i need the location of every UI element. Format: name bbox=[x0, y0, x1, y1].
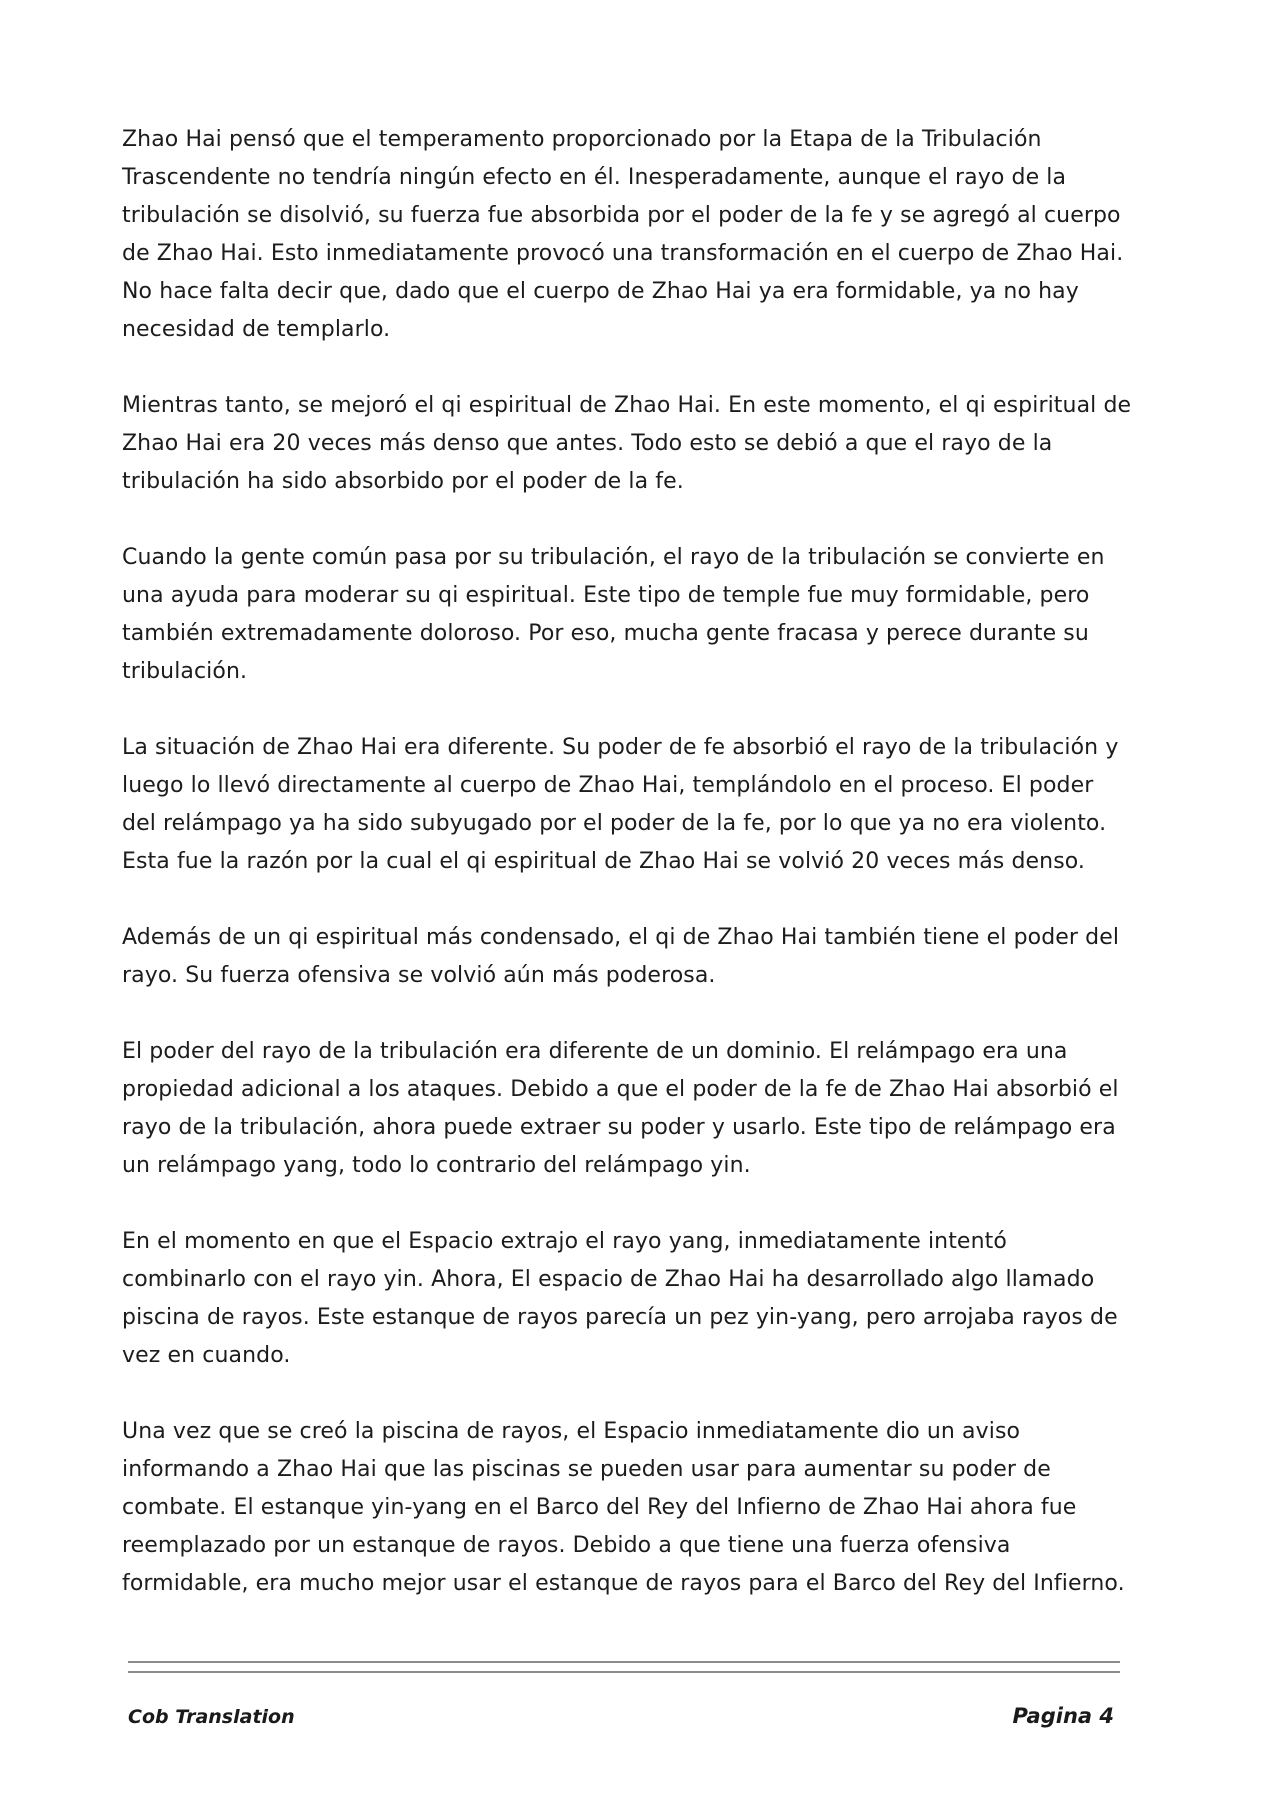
footer-divider-bottom bbox=[128, 1671, 1120, 1673]
document-body bbox=[122, 121, 1132, 1641]
footer-source-label: Cob Translation bbox=[128, 1706, 295, 1728]
paragraph-3: Cuando la gente común pasa por su tribulación, el rayo de la tribulación se convierte en una ayuda para moderar su qi espiritual. Este tipo de temple fue muy formidable, pero también extremadamente doloroso. Por eso, mucha gente fracasa y perece durante su tribulación. bbox=[122, 545, 1105, 684]
paragraph-5: Además de un qi espiritual más condensado, el qi de Zhao Hai también tiene el poder del rayo. Su fuerza ofensiva se volvió aún más poderosa. bbox=[122, 925, 1120, 988]
paragraph-8: Una vez que se creó la piscina de rayos, el Espacio inmediatamente dio un aviso informando a Zhao Hai que las piscinas se pueden usar para aumentar su poder de combate. El estanque yin-yang en el Barco del Rey del Infierno de Zhao Hai ahora fue reemplazado por un estanque de rayos. Debido a que tiene una fuerza ofensiva formidable, era mucho mejor usar el estanque de rayos para el Barco del Rey del Infierno. bbox=[122, 1419, 1125, 1596]
paragraph-7: En el momento en que el Espacio extrajo el rayo yang, inmediatamente intentó combinarlo con el rayo yin. Ahora, El espacio de Zhao Hai ha desarrollado algo llamado piscina de rayos. Este estanque de rayos parecía un pez yin-yang, pero arrojaba rayos de vez en cuando. bbox=[122, 1229, 1118, 1368]
paragraph-6: El poder del rayo de la tribulación era diferente de un dominio. El relámpago era una propiedad adicional a los ataques. Debido a que el poder de la fe de Zhao Hai absorbió el rayo de la tribulación, ahora puede extraer su poder y usarlo. Este tipo de relámpago era un relámpago yang, todo lo contrario del relámpago yin. bbox=[122, 1039, 1119, 1178]
footer-divider-top bbox=[128, 1661, 1120, 1663]
paragraph-4: La situación de Zhao Hai era diferente. Su poder de fe absorbió el rayo de la tribulación y luego lo llevó directamente al cuerpo de Zhao Hai, templándolo en el proceso. El poder del relámpago ya ha sido subyugado por el poder de la fe, por lo que ya no era violento. Esta fue la razón por la cual el qi espiritual de Zhao Hai se volvió 20 veces más denso. bbox=[122, 735, 1119, 874]
footer-page-number: Pagina 4 bbox=[1012, 1704, 1114, 1728]
paragraph-2: Mientras tanto, se mejoró el qi espiritual de Zhao Hai. En este momento, el qi espiritual de Zhao Hai era 20 veces más denso que antes. Todo esto se debió a que el rayo de la tribulación ha sido absorbido por el poder de la fe. bbox=[122, 393, 1132, 494]
paragraph-1: Zhao Hai pensó que el temperamento proporcionado por la Etapa de la Tribulación Trascendente no tendría ningún efecto en él. Inesperadamente, aunque el rayo de la tribulación se disolvió, su fuerza fue absorbida por el poder de la fe y se agregó al cuerpo de Zhao Hai. Esto inmediatamente provocó una transformación en el cuerpo de Zhao Hai. No hace falta decir que, dado que el cuerpo de Zhao Hai ya era formidable, ya no hay necesidad de templarlo. bbox=[122, 127, 1124, 342]
